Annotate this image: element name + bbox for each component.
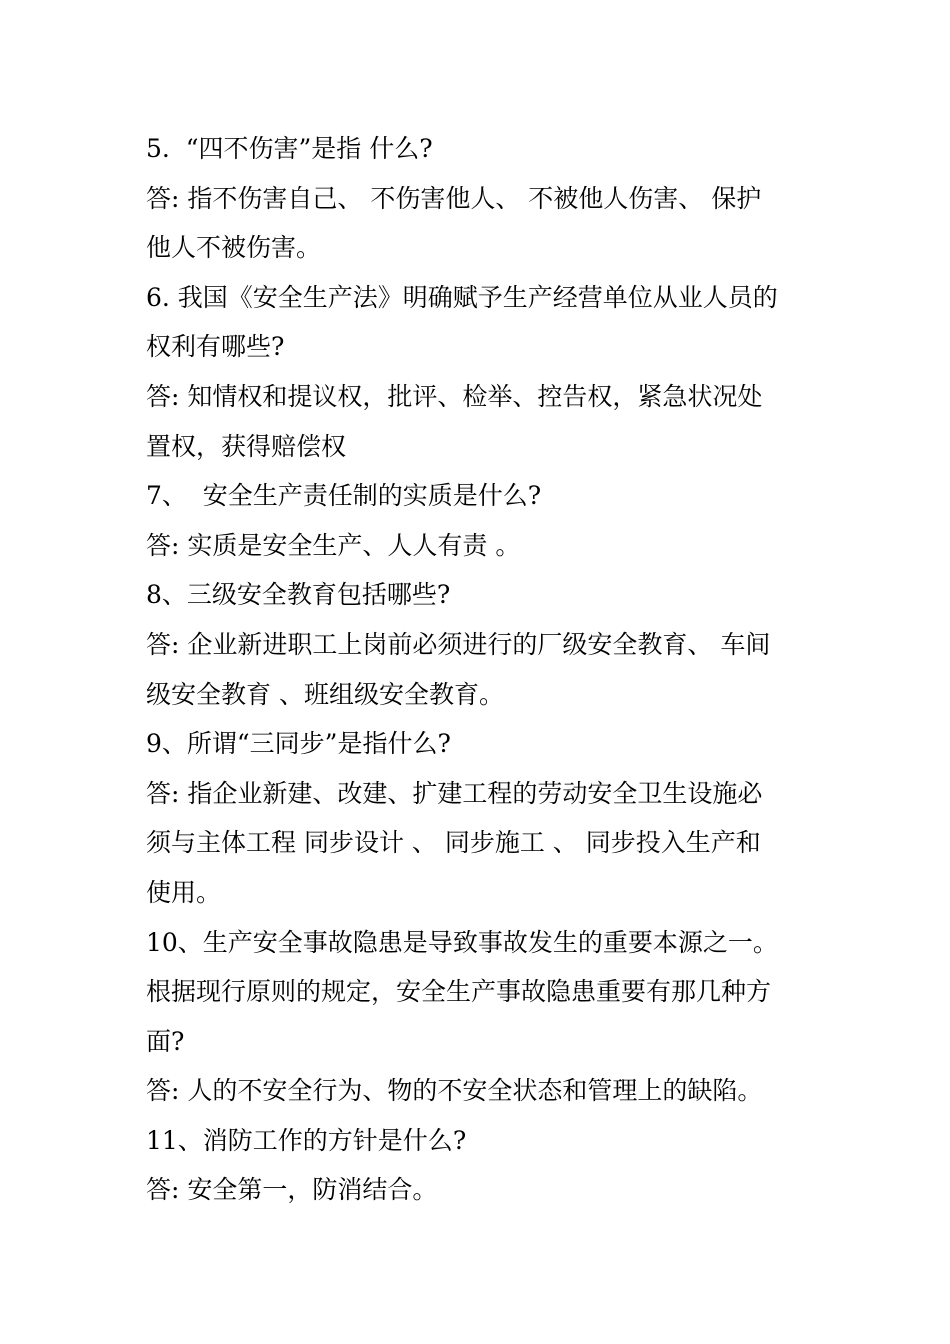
question-8-line: 8、三级安全教育包括哪些? xyxy=(146,580,451,610)
question-10-line-3: 面? xyxy=(146,1026,185,1056)
answer-11-line: 答: 安全第一，防消结合。 xyxy=(146,1175,438,1205)
answer-5-line-2: 他人不被伤害。 xyxy=(146,233,322,263)
answer-10-line: 答: 人的不安全行为、物的不安全状态和管理上的缺陷。 xyxy=(146,1076,763,1106)
question-6-line-2: 权利有哪些? xyxy=(146,332,285,362)
answer-6-line-1: 答: 知情权和提议权，批评、检举、控告权，紧急状况处 xyxy=(146,381,763,411)
answer-7-line: 答: 实质是安全生产、人人有责 。 xyxy=(146,530,521,560)
question-9-line: 9、所谓“三同步”是指什么? xyxy=(146,729,451,759)
answer-9-line-2: 须与主体工程 同步设计 、 同步施工 、 同步投入生产和 xyxy=(146,828,761,858)
question-7-line: 7、 安全生产责任制的实质是什么? xyxy=(146,481,542,511)
answer-9-line-1: 答: 指企业新建、改建、扩建工程的劳动安全卫生设施必 xyxy=(146,778,763,808)
answer-8-line-2: 级安全教育 、班组级安全教育。 xyxy=(146,679,504,709)
question-5-line: 5. “四不伤害”是指 什么? xyxy=(146,134,433,163)
answer-9-line-3: 使用。 xyxy=(146,877,222,907)
question-10-line-2: 根据现行原则的规定，安全生产事故隐患重要有那几种方 xyxy=(146,977,772,1007)
answer-6-line-2: 置权，获得赔偿权 xyxy=(146,431,347,461)
question-11-line: 11、消防工作的方针是什么? xyxy=(146,1125,467,1155)
document-body xyxy=(146,124,811,1215)
answer-5-line-1: 答: 指不伤害自己、 不伤害他人、 不被他人伤害、 保护 xyxy=(146,183,762,213)
answer-8-line-1: 答: 企业新进职工上岗前必须进行的厂级安全教育、 车间 xyxy=(146,629,771,659)
question-10-line-1: 10、生产安全事故隐患是导致事故发生的重要本源之一。 xyxy=(146,927,778,957)
question-6-line-1: 6. 我国《安全生产法》明确赋予生产经营单位从业人员的 xyxy=(146,282,778,312)
